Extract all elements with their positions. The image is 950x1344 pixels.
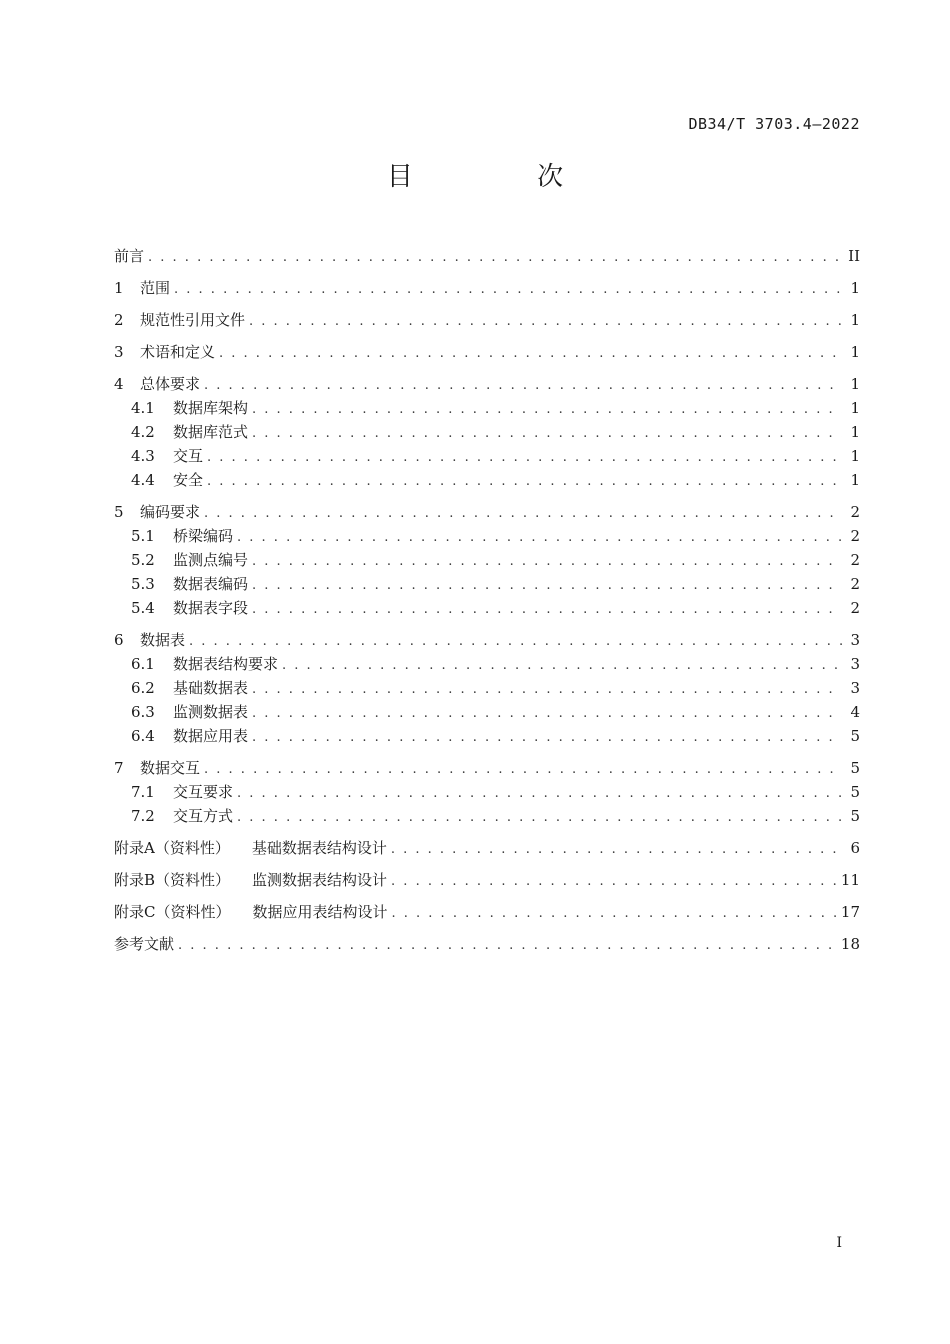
toc-entry-title: 前言 (114, 247, 145, 265)
toc-entry-page: 1 (850, 343, 860, 361)
toc-entry-title: 数据表编码 (173, 575, 249, 593)
toc-dot-leader (237, 806, 842, 830)
toc-entry-page: 1 (850, 423, 860, 441)
toc-entry-number: 4.1 (131, 399, 155, 417)
toc-entry-page: 1 (850, 279, 860, 297)
toc-entry-page: II (848, 247, 860, 265)
toc-entry-page: 11 (840, 871, 860, 889)
toc-entry-appendix-label: 附录B（资料性） (114, 871, 231, 889)
toc-entry-number: 5 (114, 503, 124, 521)
toc-entry-title: 数据应用表 (173, 727, 249, 745)
toc-dot-leader (204, 502, 842, 526)
toc-entry-title: 监测数据表 (173, 703, 249, 721)
toc-entry-title: 交互方式 (173, 807, 234, 825)
toc-entry-title: 数据交互 (140, 759, 201, 777)
toc-entry-page: 5 (850, 727, 860, 745)
toc-dot-leader (252, 598, 842, 622)
toc-entry-page: 3 (850, 679, 860, 697)
toc-entry[interactable] (114, 756, 860, 780)
toc-entry-title: 监测点编号 (173, 551, 249, 569)
toc-entry-number: 5.2 (131, 551, 155, 569)
toc-entry-page: 2 (850, 599, 860, 617)
toc-dot-leader (252, 726, 842, 750)
toc-entry[interactable] (114, 868, 860, 892)
toc-entry-title: 参考文献 (114, 935, 175, 953)
toc-entry-page: 3 (850, 631, 860, 649)
toc-entry[interactable] (114, 420, 860, 444)
toc-entry[interactable] (114, 628, 860, 652)
toc-entry-title: 数据表字段 (173, 599, 249, 617)
toc-entry-page: 1 (850, 471, 860, 489)
toc-entry[interactable] (114, 900, 860, 924)
toc-entry-number: 4.4 (131, 471, 155, 489)
toc-entry-page: 5 (850, 807, 860, 825)
toc-entry-number: 6.4 (131, 727, 155, 745)
toc-entry[interactable] (114, 468, 860, 492)
toc-entry[interactable] (114, 932, 860, 956)
toc-entry[interactable] (114, 396, 860, 420)
toc-entry-number: 6 (114, 631, 124, 649)
toc-dot-leader (392, 902, 837, 926)
toc-entry[interactable] (114, 340, 860, 364)
toc-entry-appendix-label: 附录C（资料性） (114, 903, 231, 921)
toc-entry[interactable] (114, 804, 860, 828)
toc-entry-page: 2 (850, 575, 860, 593)
toc-entry-title: 数据表结构要求 (173, 655, 279, 673)
toc-dot-leader (252, 678, 842, 702)
toc-entry-number: 5.3 (131, 575, 155, 593)
toc-entry[interactable] (114, 572, 860, 596)
toc-entry-title: 术语和定义 (140, 343, 216, 361)
toc-entry[interactable] (114, 676, 860, 700)
toc-entry-page: 1 (850, 447, 860, 465)
toc-entry-page: 4 (850, 703, 860, 721)
toc-entry-title: 数据库架构 (173, 399, 249, 417)
toc-entry-number: 4.2 (131, 423, 155, 441)
document-code: DB34/T 3703.4—2022 (688, 115, 860, 133)
page-title: 目 次 (386, 162, 622, 192)
toc-entry-number: 3 (114, 343, 124, 361)
toc-entry-page: 2 (850, 503, 860, 521)
toc-entry-title: 编码要求 (140, 503, 201, 521)
toc-entry-page: 1 (850, 375, 860, 393)
toc-entry-page: 1 (850, 311, 860, 329)
toc-entry-number: 6.1 (131, 655, 155, 673)
toc-dot-leader (282, 654, 842, 678)
toc-dot-leader (252, 550, 842, 574)
toc-dot-leader (174, 278, 842, 302)
toc-entry[interactable] (114, 780, 860, 804)
toc-entry-number: 1 (114, 279, 124, 297)
toc-entry-number: 4.3 (131, 447, 155, 465)
toc-entry[interactable] (114, 836, 860, 860)
toc-dot-leader (252, 574, 842, 598)
toc-dot-leader (219, 342, 842, 366)
toc-entry-number: 6.2 (131, 679, 155, 697)
toc-entry-page: 3 (850, 655, 860, 673)
toc-dot-leader (252, 398, 842, 422)
toc-entry-title: 总体要求 (140, 375, 201, 393)
toc-dot-leader (207, 446, 842, 470)
toc-entry-page: 18 (840, 935, 860, 953)
toc-entry-title: 基础数据表 (173, 679, 249, 697)
toc-entry-appendix-label: 附录A（资料性） (114, 839, 230, 857)
toc-entry[interactable] (114, 724, 860, 748)
toc-entry-number: 4 (114, 375, 124, 393)
toc-entry-title: 基础数据表结构设计 (251, 839, 387, 857)
toc-entry-title: 数据应用表结构设计 (252, 903, 388, 921)
toc-entry-number: 2 (114, 311, 124, 329)
toc-entry-title: 监测数据表结构设计 (252, 871, 388, 889)
toc-entry-page: 1 (850, 399, 860, 417)
toc-entry[interactable] (114, 244, 860, 268)
toc-dot-leader (249, 310, 842, 334)
toc-entry[interactable] (114, 308, 860, 332)
toc-entry[interactable] (114, 444, 860, 468)
toc-dot-leader (237, 526, 842, 550)
toc-entry[interactable] (114, 500, 860, 524)
toc-entry[interactable] (114, 372, 860, 396)
toc-entry-page: 5 (850, 759, 860, 777)
toc-dot-leader (252, 422, 842, 446)
toc-entry-page: 2 (850, 527, 860, 545)
toc-entry-title: 桥梁编码 (173, 527, 234, 545)
toc-entry[interactable] (114, 276, 860, 300)
toc-entry-title: 数据库范式 (173, 423, 249, 441)
toc-dot-leader (237, 782, 842, 806)
toc-entry-page: 5 (850, 783, 860, 801)
toc-entry-number: 7.2 (131, 807, 155, 825)
toc-entry-page: 2 (850, 551, 860, 569)
toc-entry[interactable] (114, 596, 860, 620)
toc-dot-leader (178, 934, 837, 958)
toc-dot-leader (391, 838, 842, 862)
table-of-contents (114, 244, 860, 956)
toc-entry-page: 17 (840, 903, 860, 921)
toc-entry[interactable] (114, 700, 860, 724)
toc-dot-leader (207, 470, 842, 494)
toc-entry-title: 规范性引用文件 (140, 311, 246, 329)
toc-dot-leader (148, 246, 842, 270)
toc-dot-leader (391, 870, 837, 894)
toc-entry-title: 交互要求 (173, 783, 234, 801)
page-number: I (836, 1235, 842, 1251)
toc-entry-number: 5.4 (131, 599, 155, 617)
toc-entry[interactable] (114, 524, 860, 548)
toc-dot-leader (189, 630, 842, 654)
toc-dot-leader (204, 374, 842, 398)
toc-entry-number: 7 (114, 759, 124, 777)
toc-entry[interactable] (114, 652, 860, 676)
toc-entry[interactable] (114, 548, 860, 572)
toc-dot-leader (252, 702, 842, 726)
toc-entry-number: 5.1 (131, 527, 155, 545)
toc-entry-title: 交互 (173, 447, 204, 465)
toc-entry-title: 数据表 (140, 631, 186, 649)
toc-entry-title: 范围 (140, 279, 171, 297)
toc-entry-number: 6.3 (131, 703, 155, 721)
toc-entry-number: 7.1 (131, 783, 155, 801)
toc-dot-leader (204, 758, 842, 782)
toc-entry-page: 6 (850, 839, 860, 857)
toc-entry-title: 安全 (173, 471, 204, 489)
